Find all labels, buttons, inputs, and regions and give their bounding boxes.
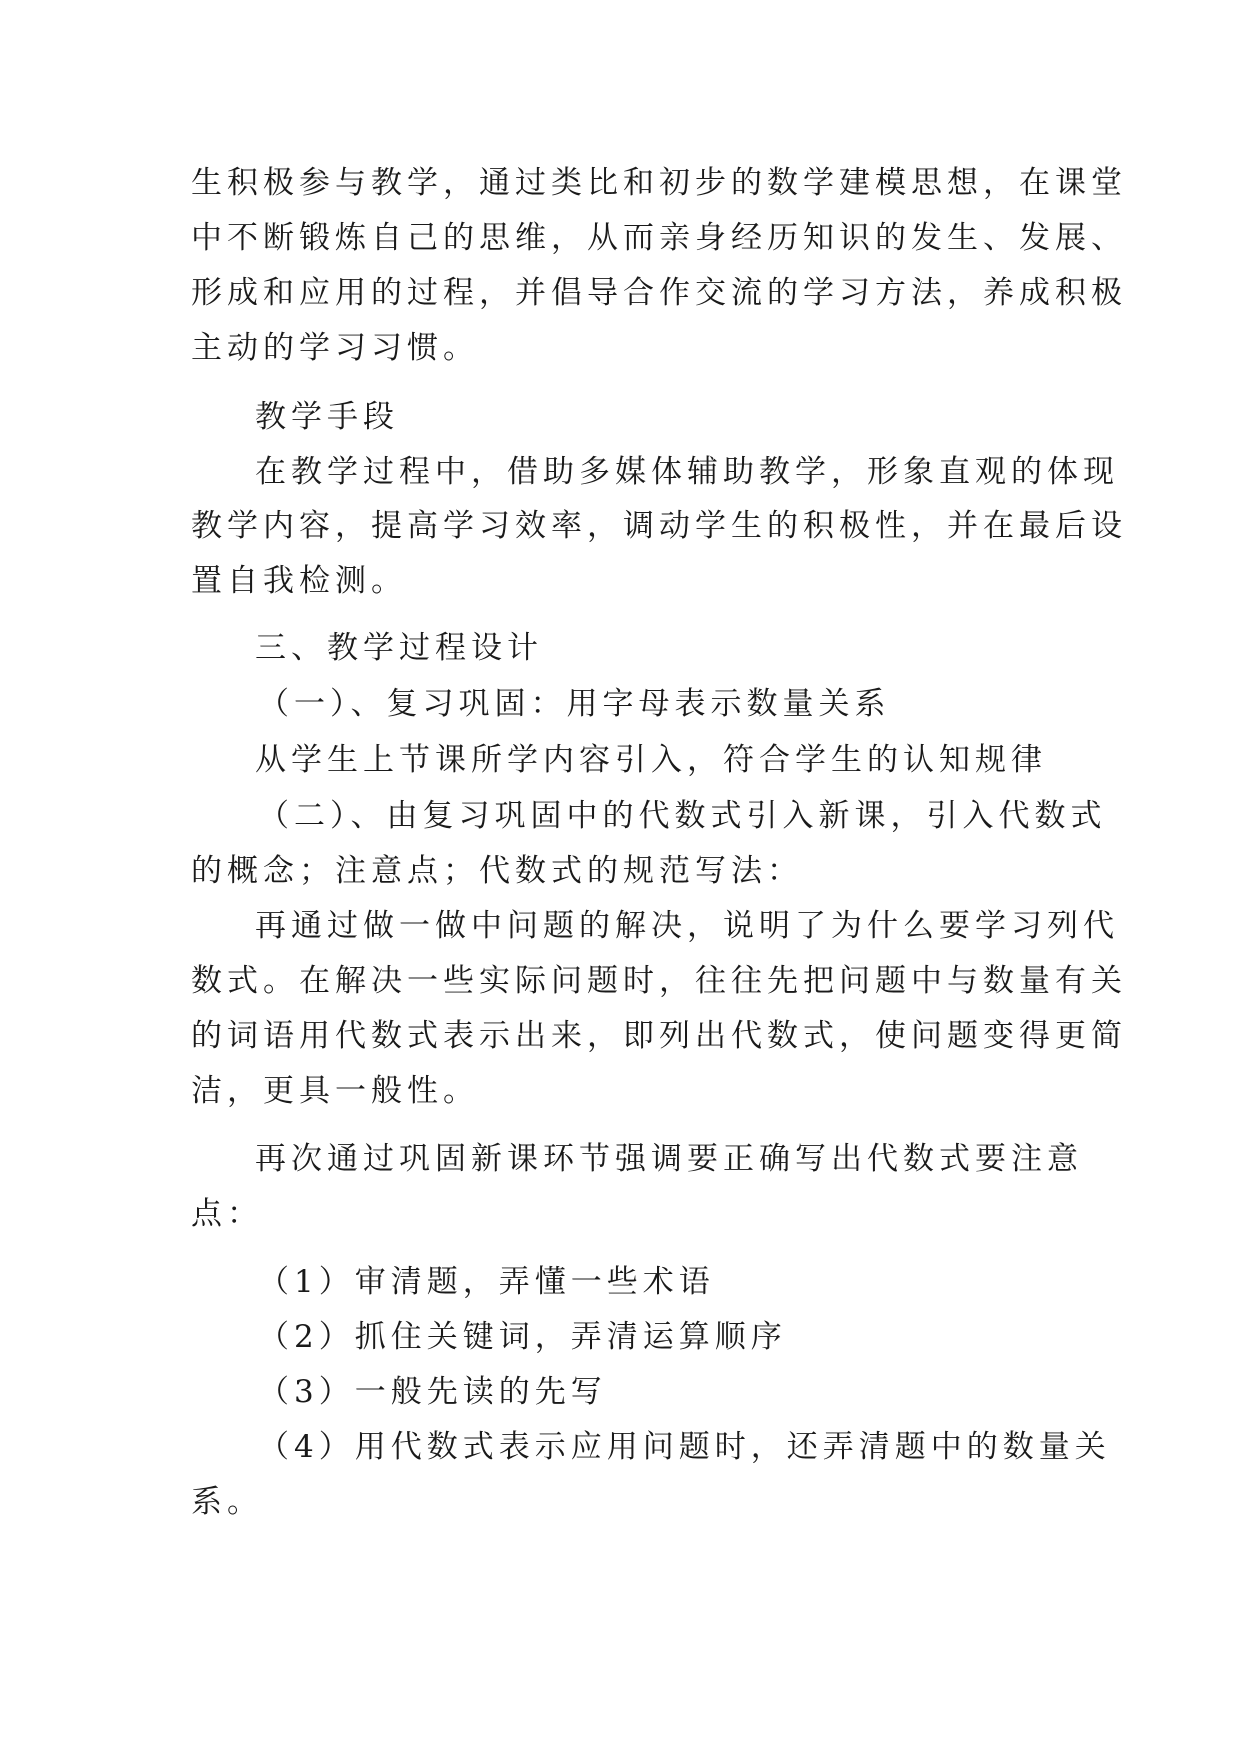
- text-line-17: 洁，更具一般性。: [191, 1073, 479, 1109]
- text-line-11: 从学生上节课所学内容引入，符合学生的认知规律: [255, 742, 1047, 778]
- text-line-3: 形成和应用的过程，并倡导合作交流的学习方法，养成积极: [191, 275, 1127, 311]
- text-line-24: 系。: [191, 1484, 263, 1520]
- list-item-1: （1）审清题，弄懂一些术语: [258, 1264, 715, 1300]
- text-line-16: 的词语用代数式表示出来，即列出代数式，使问题变得更简: [191, 1018, 1127, 1054]
- list-item-4: （4）用代数式表示应用问题时，还弄清题中的数量关: [258, 1429, 1111, 1465]
- text-line-19: 点：: [191, 1196, 263, 1232]
- text-line-14: 再通过做一做中问题的解决，说明了为什么要学习列代: [255, 908, 1119, 944]
- text-line-15: 数式。在解决一些实际问题时，往往先把问题中与数量有关: [191, 963, 1127, 999]
- text-line-8: 置自我检测。: [191, 563, 407, 599]
- section-heading-process-design: 三、教学过程设计: [255, 630, 543, 666]
- list-item-3: （3）一般先读的先写: [258, 1374, 607, 1410]
- subheading-review: （一）、复习巩固：用字母表示数量关系: [258, 686, 891, 722]
- text-line-6: 在教学过程中，借助多媒体辅助教学，形象直观的体现: [255, 454, 1119, 490]
- text-line-13: 的概念；注意点；代数式的规范写法：: [191, 853, 803, 889]
- list-item-2: （2）抓住关键词，弄清运算顺序: [258, 1319, 787, 1355]
- text-line-4: 主动的学习习惯。: [191, 330, 479, 366]
- subheading-new-lesson: （二）、由复习巩固中的代数式引入新课，引入代数式: [258, 798, 1107, 834]
- text-line-2: 中不断锻炼自己的思维，从而亲身经历知识的发生、发展、: [191, 220, 1127, 256]
- text-line-7: 教学内容，提高学习效率，调动学生的积极性，并在最后设: [191, 508, 1127, 544]
- text-line-1: 生积极参与教学，通过类比和初步的数学建模思想，在课堂: [191, 165, 1127, 201]
- section-heading-teaching-means: 教学手段: [255, 399, 399, 435]
- text-line-18: 再次通过巩固新课环节强调要正确写出代数式要注意: [255, 1141, 1083, 1177]
